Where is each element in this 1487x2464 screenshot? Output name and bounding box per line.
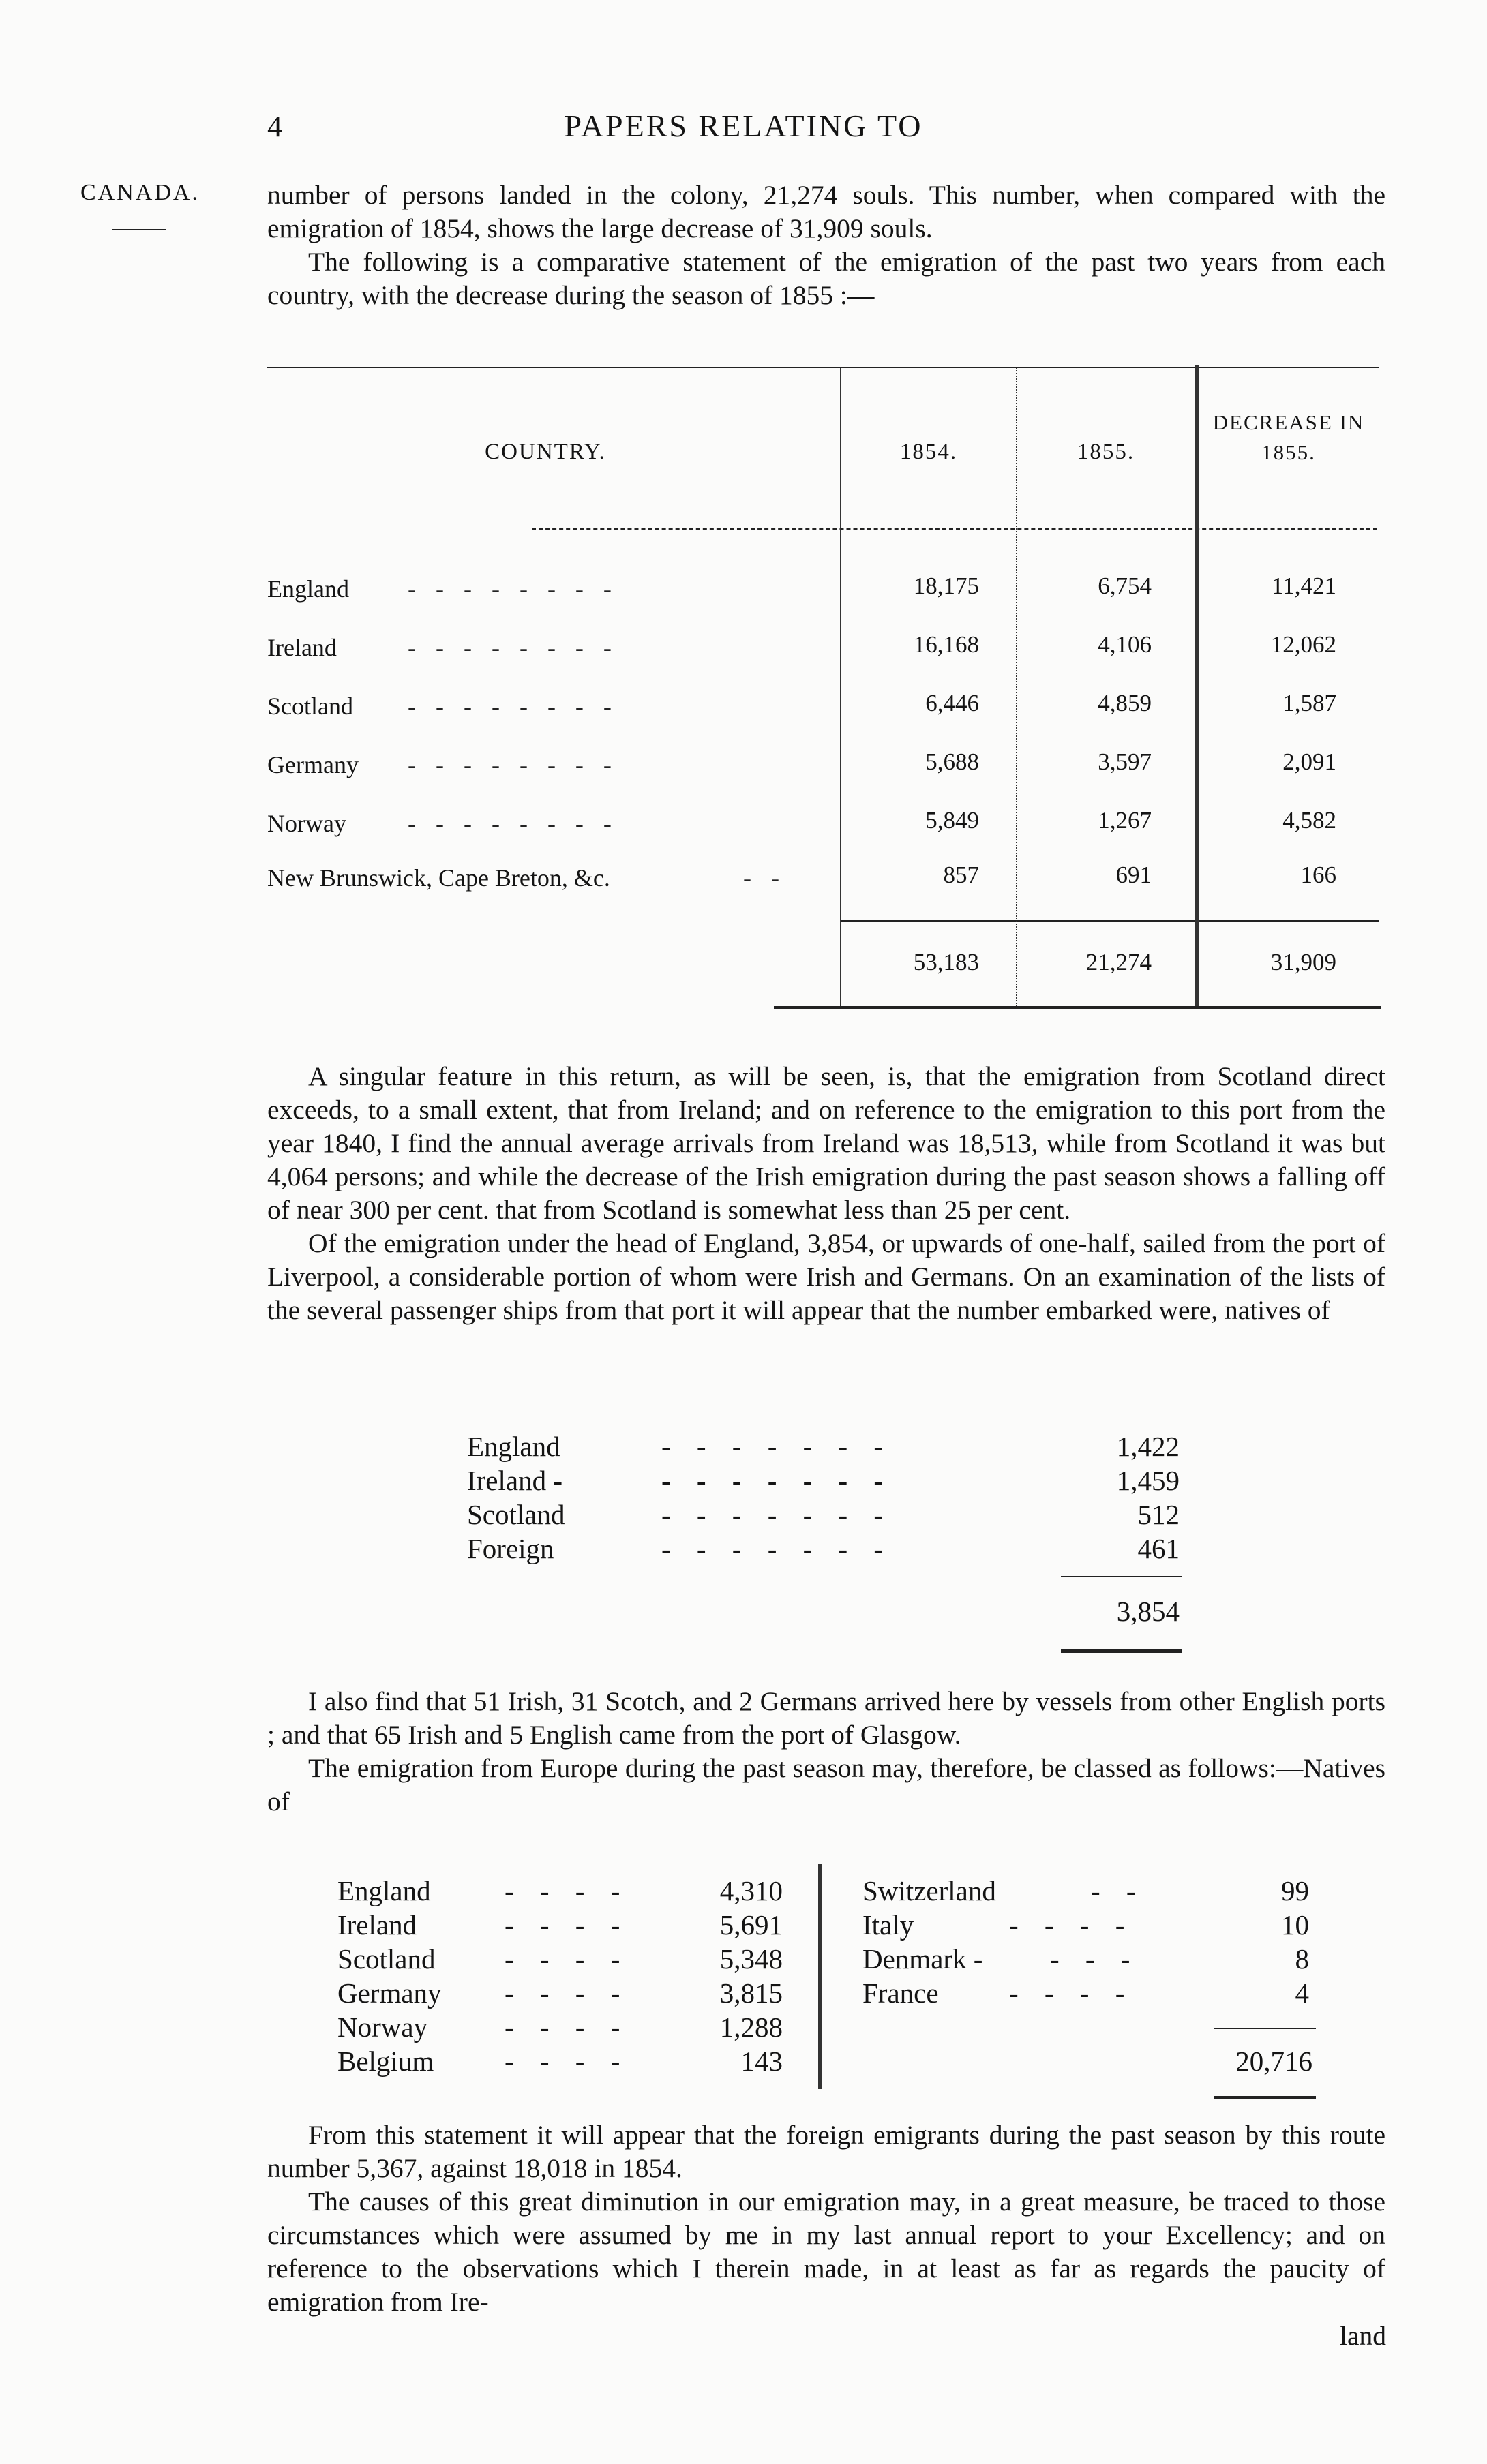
row-count: 8: [1295, 1943, 1309, 1975]
cell-1855: 1,267: [1098, 807, 1152, 834]
column-divider-1854: [840, 368, 841, 1006]
cell-1854: 18,175: [913, 573, 979, 599]
cell-decrease: 166: [1300, 862, 1336, 888]
leader-dots: - - - - - - - -: [408, 810, 618, 837]
row-country: Germany: [267, 751, 359, 778]
paragraph-singular-feature: A singular feature in this return, as will be seen, is, that the emigration from Scotland direct exceeds, to a small extent, that from Ireland; and on reference to the emigration to this port from the year 1840, I find the annual average arrivals from Ireland was 18,513, while from Scotland it was but 4,064 persons; and while the decrease of the Irish emigration during the past season shows a falling off of near 300 per cent. that from Scotland is somewhat less than 25 per cent.: [267, 1061, 1385, 1225]
body-text-2: [267, 1685, 1385, 1819]
leader-dots: - - - -: [505, 1909, 630, 1941]
paragraph-intro-2: The following is a comparative statement of the emigration of the past two years from each country, with the decrease during the season of 1855 :—: [267, 247, 1385, 310]
row-country: Norway: [267, 810, 346, 837]
total-decrease: 31,909: [1270, 949, 1336, 975]
leader-dots: - - - - - - -: [661, 1499, 893, 1530]
cell-1855: 4,106: [1098, 631, 1152, 658]
leader-dots: - - - - - - - -: [408, 575, 618, 603]
paragraph-causes: The causes of this great diminution in our emigration may, in a great measure, be traced to those circumstances which were assumed by me in my last annual report to your Excellency; and on reference to the observations which I therein made, in at least as far as regards the paucity of emigration from Ire-: [267, 2187, 1385, 2317]
row-country: Foreign: [467, 1533, 554, 1564]
row-country: Scotland: [467, 1499, 565, 1530]
row-count: 5,691: [719, 1909, 783, 1941]
row-country: England: [267, 575, 349, 603]
europe-total: 20,716: [1235, 2045, 1312, 2077]
leader-dots: - - -: [1050, 1943, 1140, 1975]
row-count: 1,459: [1116, 1465, 1180, 1496]
row-count: 99: [1281, 1875, 1309, 1906]
running-title: PAPERS RELATING TO: [564, 108, 923, 143]
row-count: 3,815: [719, 1977, 783, 2009]
header-1855: 1855.: [1077, 440, 1135, 464]
row-country: Scotland: [267, 693, 353, 720]
header-decrease: DECREASE IN 1855.: [1212, 410, 1365, 464]
page-number: 4: [267, 110, 282, 143]
header-rule: [532, 528, 1377, 530]
margin-note: CANADA.: [80, 180, 200, 205]
row-count: 512: [1137, 1499, 1180, 1530]
row-country: Switzerland: [862, 1875, 996, 1906]
intro-text: [267, 179, 1385, 312]
column-separator: [818, 1864, 822, 2089]
row-count: 4,310: [719, 1875, 783, 1906]
row-country: Ireland -: [467, 1465, 562, 1496]
row-country: Belgium: [337, 2045, 434, 2077]
cell-1854: 16,168: [913, 631, 979, 658]
leader-dots: - -: [743, 864, 786, 892]
sum-rule: [1214, 2028, 1316, 2029]
row-count: 1,422: [1116, 1431, 1180, 1462]
leader-dots: - - - -: [505, 1977, 630, 2009]
paragraph-europe: The emigration from Europe during the past season may, therefore, be classed as follows:—Natives of: [267, 1753, 1385, 1816]
row-country: England: [337, 1875, 431, 1906]
total-1854: 53,183: [913, 949, 979, 975]
cell-1854: 5,849: [925, 807, 979, 834]
row-country: Italy: [862, 1909, 914, 1941]
cell-decrease: 1,587: [1282, 690, 1336, 716]
row-country: New Brunswick, Cape Breton, &c.: [267, 864, 610, 892]
row-count: 4: [1295, 1977, 1309, 2009]
row-country: France: [862, 1977, 939, 2009]
catchword: land: [1339, 2321, 1386, 2351]
row-count: 1,288: [719, 2011, 783, 2043]
row-country: England: [467, 1431, 560, 1462]
leader-dots: - - - - - - -: [661, 1465, 893, 1496]
row-country: Germany: [337, 1977, 442, 2009]
leader-dots: - -: [1091, 1875, 1145, 1906]
table-bottom-rule: [774, 1006, 1381, 1009]
leader-dots: - - - -: [505, 2011, 630, 2043]
column-divider-decrease: [1195, 365, 1199, 1006]
row-count: 5,348: [719, 1943, 783, 1975]
cell-decrease: 12,062: [1270, 631, 1336, 658]
column-divider-1855: [1016, 368, 1017, 1006]
cell-1855: 3,597: [1098, 748, 1152, 775]
row-count: 10: [1281, 1909, 1309, 1941]
total-double-rule: [1214, 2096, 1316, 2099]
total-double-rule: [1061, 1649, 1182, 1653]
paragraph-liverpool: Of the emigration under the head of England, 3,854, or upwards of one-half, sailed from the port of Liverpool, a considerable portion of whom were Irish and Germans. On an examination of the lists of the several passenger ships from that port it will appear that the number embarked were, natives of: [267, 1228, 1385, 1325]
cell-decrease: 4,582: [1282, 807, 1336, 834]
row-count: 461: [1137, 1533, 1180, 1564]
cell-1854: 5,688: [925, 748, 979, 775]
cell-1855: 6,754: [1098, 573, 1152, 599]
cell-1855: 691: [1115, 862, 1152, 888]
total-1855: 21,274: [1085, 949, 1152, 975]
row-country: Denmark -: [862, 1943, 983, 1975]
row-count: 143: [740, 2045, 783, 2077]
leader-dots: - - - - - - -: [661, 1431, 893, 1462]
paragraph-other-ports: I also find that 51 Irish, 31 Scotch, and 2 Germans arrived here by vessels from other English ports ; and that 65 Irish and 5 English came from the port of Glasgow.: [267, 1686, 1385, 1750]
row-country: Norway: [337, 2011, 428, 2043]
row-country: Ireland: [337, 1909, 417, 1941]
leader-dots: - - - -: [1009, 1909, 1135, 1941]
cell-1855: 4,859: [1098, 690, 1152, 716]
body-text-1: [267, 1060, 1385, 1327]
totals-rule: [840, 920, 1379, 922]
leader-dots: - - - -: [505, 1875, 630, 1906]
cell-decrease: 11,421: [1272, 573, 1336, 599]
cell-1854: 857: [943, 862, 979, 888]
leader-dots: - - - -: [1009, 1977, 1135, 2009]
table-top-rule: [267, 367, 1379, 368]
header-1854: 1854.: [899, 440, 958, 464]
row-country: Ireland: [267, 634, 337, 661]
leader-dots: - - - -: [505, 1943, 630, 1975]
leader-dots: - - - -: [505, 2045, 630, 2077]
paragraph-foreign-emigrants: From this statement it will appear that the foreign emigrants during the past season by this route number 5,367, against 18,018 in 1854.: [267, 2120, 1385, 2183]
leader-dots: - - - - - - - -: [408, 634, 618, 661]
sum-rule: [1061, 1576, 1182, 1577]
leader-dots: - - - - - - -: [661, 1533, 893, 1564]
cell-1854: 6,446: [925, 690, 979, 716]
row-country: Scotland: [337, 1943, 436, 1975]
cell-decrease: 2,091: [1282, 748, 1336, 775]
leader-dots: - - - - - - - -: [408, 751, 618, 778]
leader-dots: - - - - - - - -: [408, 693, 618, 720]
paragraph-intro-1: number of persons landed in the colony, 21,274 souls. This number, when compared with the emigration of 1854, shows the large decrease of 31,909 souls.: [267, 180, 1385, 243]
margin-rule: [112, 229, 166, 230]
liverpool-total: 3,854: [1116, 1596, 1180, 1627]
header-country: COUNTRY.: [485, 440, 606, 464]
body-text-3: [267, 2118, 1385, 2319]
